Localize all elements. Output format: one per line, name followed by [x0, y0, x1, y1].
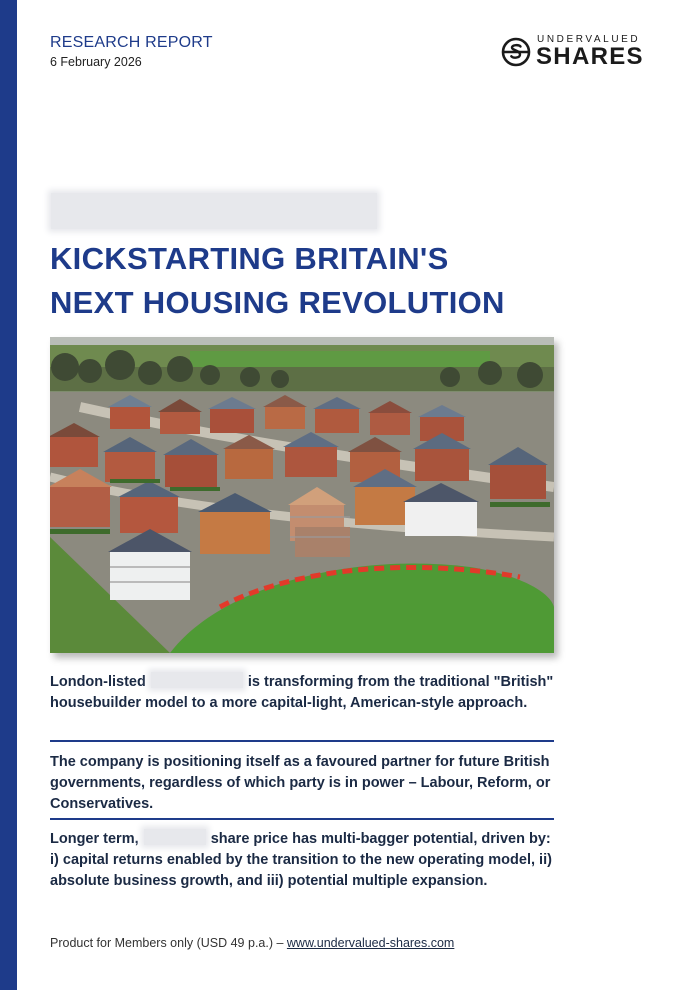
paragraph-multi-bagger [50, 829, 556, 892]
redacted-company-name-inline [144, 829, 206, 845]
photo-illustration [50, 337, 554, 653]
paragraph-government-partner: The company is positioning itself as a favoured partner for future British governments, regardless of which party is in power – Labour, Reform, or Conservatives. [50, 754, 551, 812]
p1-text-end: is transforming from the traditional "British" housebuilder model to a more capital-light, American-style approach. [50, 674, 554, 711]
p1-text-start: London-listed [50, 674, 146, 690]
footer-note [50, 936, 454, 950]
report-title [50, 237, 505, 325]
left-accent-bar [0, 0, 17, 990]
p3-text-end: share price has multi-bagger potential, driven by: i) capital returns enabled by the transition to the new operating model, ii) absolute business growth, and iii) potential multiple expansion. [50, 831, 552, 889]
report-type: RESEARCH REPORT [50, 34, 213, 51]
footer-text: Product for Members only (USD 49 p.a.) – [50, 936, 287, 950]
report-header [50, 34, 213, 69]
title-line-2: NEXT HOUSING REVOLUTION [50, 285, 505, 320]
p3-text-start: Longer term, [50, 831, 139, 847]
section-divider [50, 818, 554, 820]
website-link[interactable]: www.undervalued-shares.com [286, 936, 455, 950]
report-date: 6 February 2026 [50, 55, 142, 69]
redacted-company-name-inline [151, 672, 243, 688]
logo-mark-icon [501, 37, 531, 67]
logo-wordmark-bottom: SHARES [536, 43, 644, 70]
paragraph-business-model [50, 672, 556, 714]
housing-estate-aerial-photo [50, 337, 554, 653]
undervalued-shares-logo [501, 34, 656, 70]
redacted-company-name [51, 193, 377, 229]
logo-wordmark-top: UNDERVALUED [537, 34, 641, 45]
section-divider [50, 740, 554, 742]
title-line-1: KICKSTARTING BRITAIN'S [50, 241, 449, 276]
